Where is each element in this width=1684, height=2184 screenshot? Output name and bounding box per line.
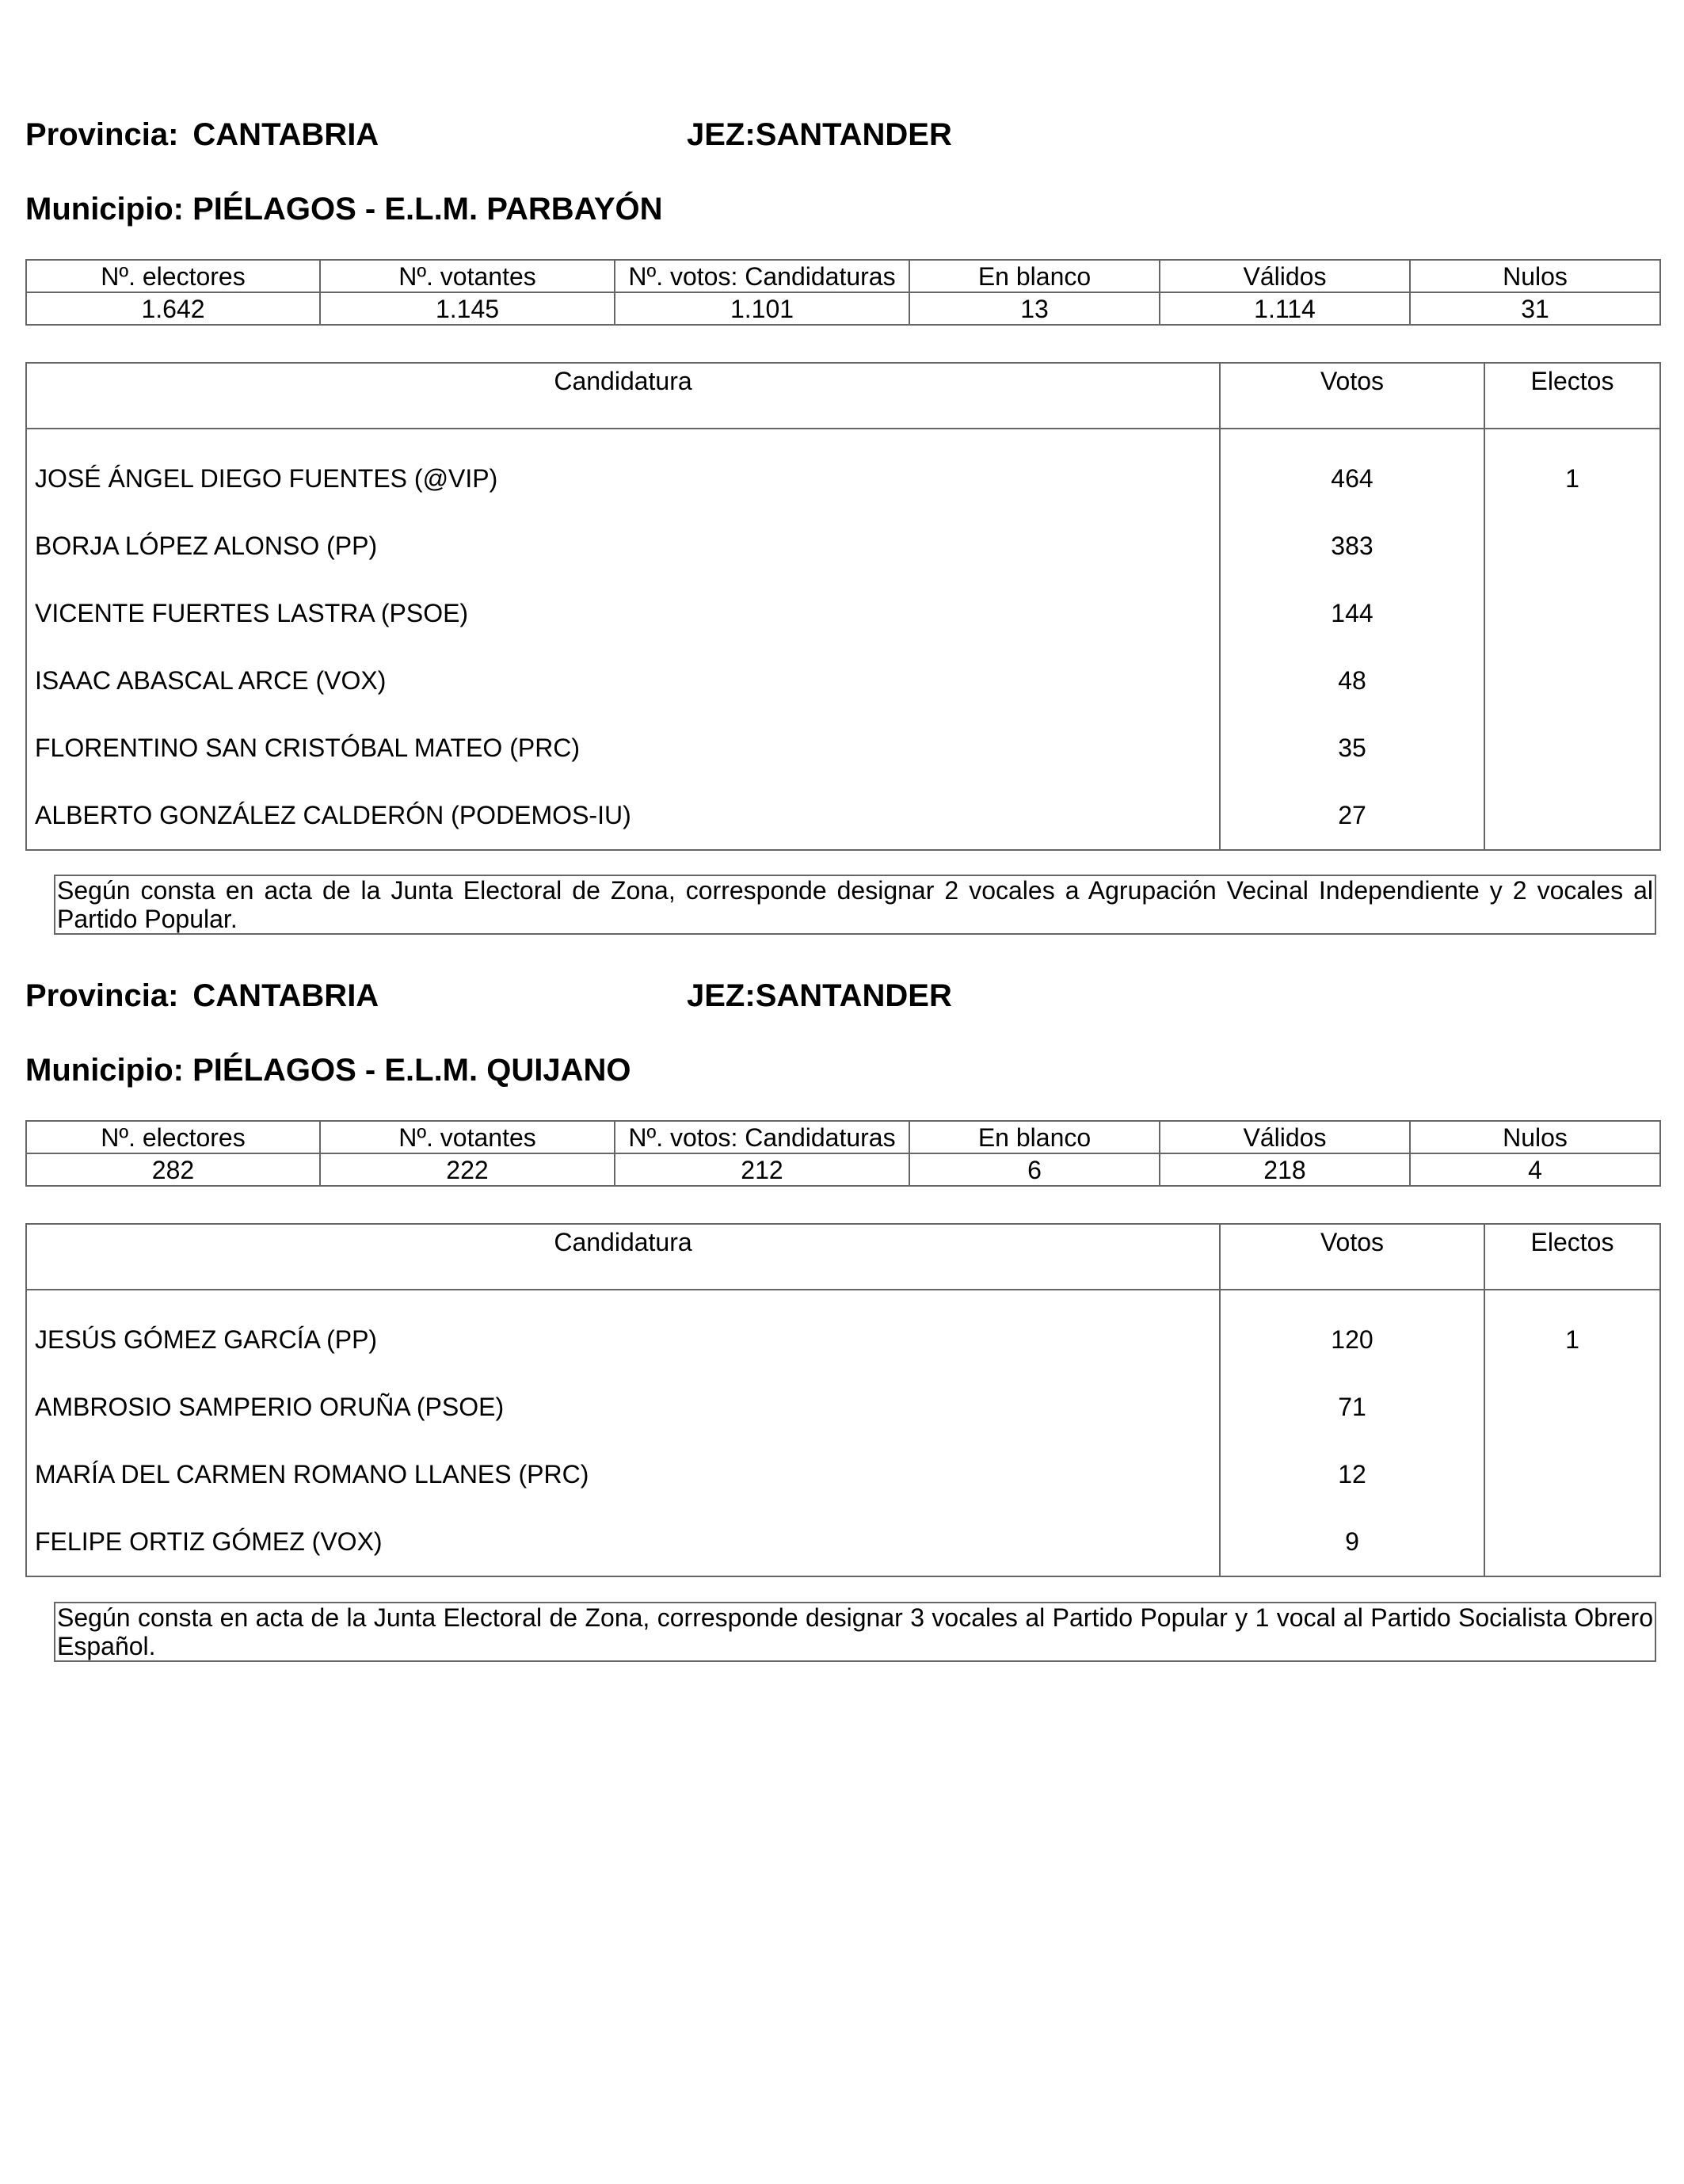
municipio-label: Municipio: <box>25 1053 184 1088</box>
electos-header: Electos <box>1484 1224 1660 1290</box>
summary-value-row <box>26 1153 1660 1186</box>
summary-header-cell: Nulos <box>1410 1121 1660 1153</box>
candidate-electos <box>1484 647 1660 715</box>
candidate-votos: 71 <box>1220 1374 1484 1441</box>
table-row <box>26 782 1660 850</box>
table-row <box>26 1441 1660 1508</box>
summary-header-row <box>26 260 1660 292</box>
electos-header: Electos <box>1484 363 1660 429</box>
candidate-votos: 27 <box>1220 782 1484 850</box>
summary-value-cell: 6 <box>909 1153 1160 1186</box>
candidate-name: BORJA LÓPEZ ALONSO (PP) <box>35 532 378 560</box>
candidate-name: ISAAC ABASCAL ARCE (VOX) <box>35 666 387 695</box>
candidate-electos <box>1484 1441 1660 1508</box>
candidates-header-row <box>26 363 1660 429</box>
jez-label: JEZ: <box>687 978 756 1013</box>
candidates-header-row <box>26 1224 1660 1290</box>
candidate-electos <box>1484 513 1660 580</box>
candidate-electos: 1 <box>1484 1306 1660 1374</box>
summary-header-cell: Nº. electores <box>26 260 320 292</box>
summary-value-cell: 1.145 <box>320 292 615 325</box>
summary-value-cell: 282 <box>26 1153 320 1186</box>
summary-value-cell: 222 <box>320 1153 615 1186</box>
jez-value: SANTANDER <box>755 978 952 1013</box>
provincia-heading <box>25 117 379 153</box>
summary-value-cell: 4 <box>1410 1153 1660 1186</box>
candidate-votos: 12 <box>1220 1441 1484 1508</box>
table-row <box>26 513 1660 580</box>
jez-value: SANTANDER <box>755 117 952 152</box>
candidate-electos <box>1484 782 1660 850</box>
candidate-electos <box>1484 1508 1660 1576</box>
candidate-electos <box>1484 580 1660 647</box>
summary-header-cell: En blanco <box>909 260 1160 292</box>
provincia-value: CANTABRIA <box>192 978 379 1013</box>
summary-header-cell: Nº. votos: Candidaturas <box>615 260 909 292</box>
summary-table <box>25 1120 1661 1187</box>
candidate-name: JESÚS GÓMEZ GARCÍA (PP) <box>35 1325 378 1354</box>
candidate-votos: 9 <box>1220 1508 1484 1576</box>
candidate-electos <box>1484 1374 1660 1441</box>
summary-header-cell: Nº. votos: Candidaturas <box>615 1121 909 1153</box>
municipio-heading <box>25 1053 631 1088</box>
jez-heading <box>687 117 952 153</box>
candidate-electos <box>1484 715 1660 782</box>
candidates-table <box>25 1223 1661 1577</box>
provincia-label: Provincia: <box>25 117 179 152</box>
table-row <box>26 580 1660 647</box>
table-row <box>26 647 1660 715</box>
summary-header-cell: Nº. electores <box>26 1121 320 1153</box>
summary-value-cell: 13 <box>909 292 1160 325</box>
candidate-votos: 120 <box>1220 1306 1484 1374</box>
candidate-name: ALBERTO GONZÁLEZ CALDERÓN (PODEMOS-IU) <box>35 801 631 829</box>
provincia-label: Provincia: <box>25 978 179 1013</box>
municipio-value: PIÉLAGOS - E.L.M. PARBAYÓN <box>192 192 663 227</box>
candidate-name: JOSÉ ÁNGEL DIEGO FUENTES (@VIP) <box>35 464 498 493</box>
votos-header: Votos <box>1220 1224 1484 1290</box>
summary-header-cell: Nº. votantes <box>320 260 615 292</box>
provincia-heading <box>25 978 379 1014</box>
table-row <box>26 1306 1660 1374</box>
candidate-votos: 383 <box>1220 513 1484 580</box>
candidate-name: FELIPE ORTIZ GÓMEZ (VOX) <box>35 1527 383 1556</box>
summary-value-row <box>26 292 1660 325</box>
summary-value-cell: 218 <box>1160 1153 1410 1186</box>
municipio-value: PIÉLAGOS - E.L.M. QUIJANO <box>192 1053 631 1088</box>
candidate-votos: 48 <box>1220 647 1484 715</box>
summary-header-cell: Válidos <box>1160 1121 1410 1153</box>
acta-note: Según consta en acta de la Junta Electoral de Zona, corresponde designar 3 vocales al Partido Popular y 1 vocal al Partido Socialista Obrero Español. <box>54 1602 1656 1662</box>
candidate-votos: 35 <box>1220 715 1484 782</box>
jez-heading <box>687 978 952 1014</box>
candidate-name: FLORENTINO SAN CRISTÓBAL MATEO (PRC) <box>35 734 581 762</box>
provincia-value: CANTABRIA <box>192 117 379 152</box>
summary-header-row <box>26 1121 1660 1153</box>
summary-header-cell: Válidos <box>1160 260 1410 292</box>
candidates-table <box>25 362 1661 851</box>
summary-table <box>25 259 1661 326</box>
candidatura-header: Candidatura <box>26 1224 1220 1290</box>
table-row <box>26 715 1660 782</box>
summary-header-cell: En blanco <box>909 1121 1160 1153</box>
table-row <box>26 1374 1660 1441</box>
municipio-heading <box>25 192 663 227</box>
table-row <box>26 445 1660 513</box>
acta-note: Según consta en acta de la Junta Electoral de Zona, corresponde designar 2 vocales a Agrupación Vecinal Independiente y 2 vocales al Partido Popular. <box>54 875 1656 935</box>
municipio-label: Municipio: <box>25 192 184 227</box>
candidatura-header: Candidatura <box>26 363 1220 429</box>
candidate-electos: 1 <box>1484 445 1660 513</box>
summary-value-cell: 1.642 <box>26 292 320 325</box>
table-row <box>26 1508 1660 1576</box>
summary-value-cell: 212 <box>615 1153 909 1186</box>
votos-header: Votos <box>1220 363 1484 429</box>
candidate-votos: 464 <box>1220 445 1484 513</box>
candidate-name: MARÍA DEL CARMEN ROMANO LLANES (PRC) <box>35 1460 589 1488</box>
summary-value-cell: 31 <box>1410 292 1660 325</box>
summary-header-cell: Nº. votantes <box>320 1121 615 1153</box>
candidate-votos: 144 <box>1220 580 1484 647</box>
summary-value-cell: 1.101 <box>615 292 909 325</box>
candidate-name: AMBROSIO SAMPERIO ORUÑA (PSOE) <box>35 1393 505 1421</box>
summary-value-cell: 1.114 <box>1160 292 1410 325</box>
summary-header-cell: Nulos <box>1410 260 1660 292</box>
jez-label: JEZ: <box>687 117 756 152</box>
candidate-name: VICENTE FUERTES LASTRA (PSOE) <box>35 599 469 627</box>
